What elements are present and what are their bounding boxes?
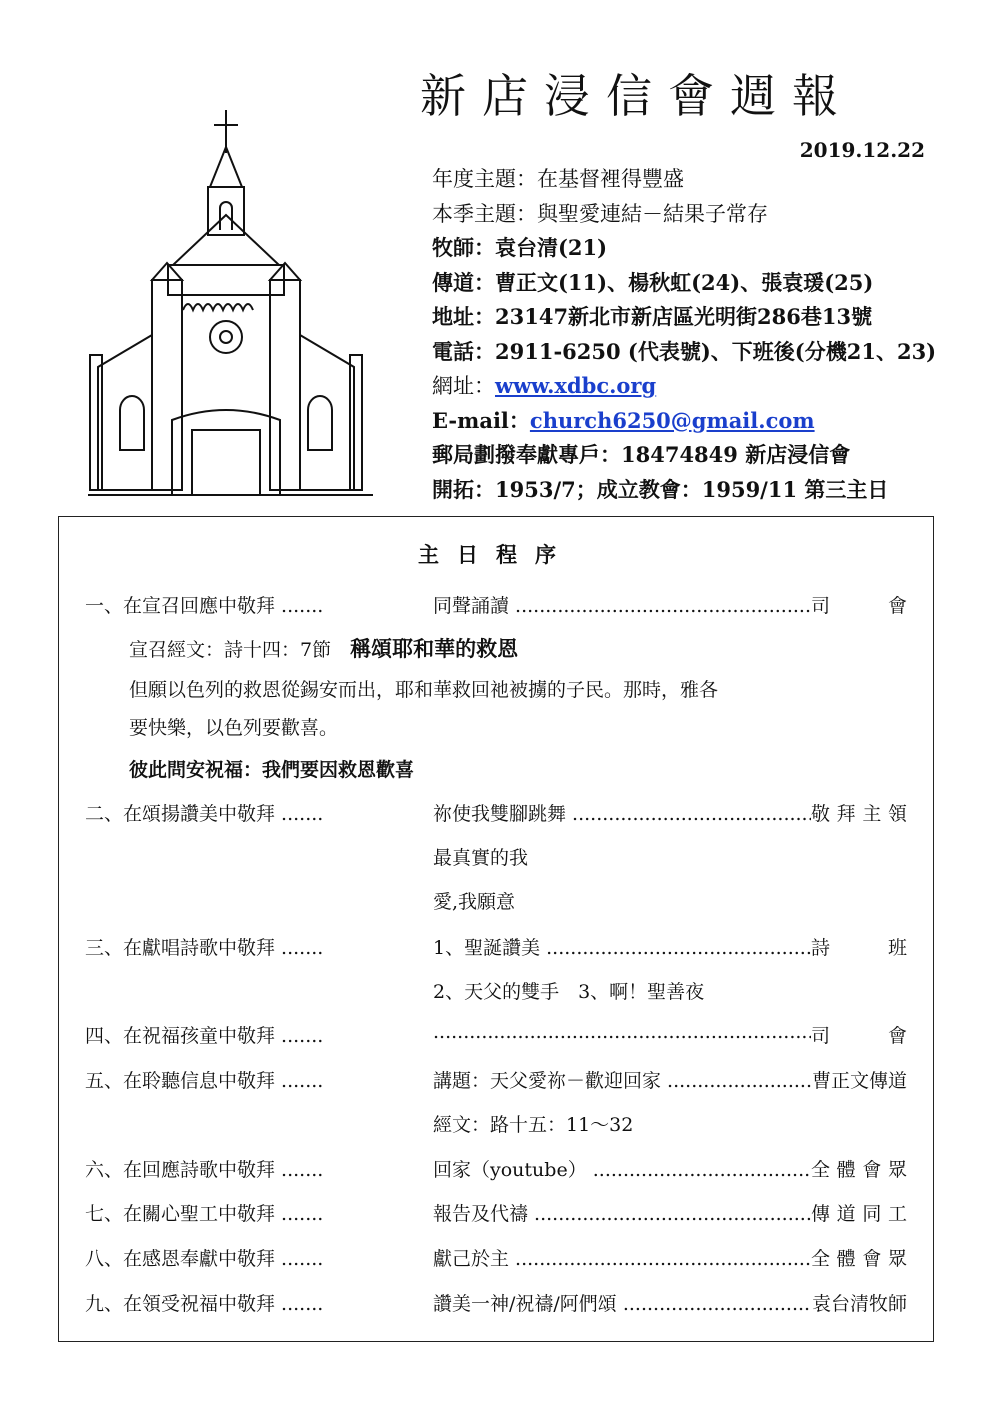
pastor-line: 牧師：袁台清(21) — [432, 235, 608, 260]
founded-line: 開拓：1953/7；成立教會：1959/11 第三主日 — [432, 476, 889, 502]
choir-extra: 2、天父的雙手 3、啊！聖善夜 — [433, 981, 705, 1003]
bulletin-date: 2019.12.22 — [799, 138, 925, 162]
program-row — [85, 1155, 907, 1185]
program-item: 祢使我雙腳跳舞 — [433, 803, 567, 825]
program-leader: 曹正文傳道 — [811, 1066, 907, 1093]
call-verse: 宣召經文：詩十四：7節 — [129, 639, 332, 661]
bulletin-title: 新店浸信會週報 — [420, 69, 854, 123]
program-step: 八、在感恩奉獻中敬拜 — [85, 1248, 276, 1270]
program-step: 六、在回應詩歌中敬拜 — [85, 1159, 276, 1181]
program-leader: 司 會 — [811, 591, 907, 618]
postal-line: 郵局劃撥奉獻專戶：18474849 新店浸信會 — [432, 442, 851, 467]
program-step: 三、在獻唱詩歌中敬拜 — [85, 937, 276, 959]
program-leader: 全體會眾 — [811, 1244, 907, 1271]
season-theme: 本季主題：與聖愛連結－結果子常存 — [432, 201, 768, 226]
program-row — [85, 1066, 907, 1096]
scripture-line: 但願以色列的救恩從錫安而出，耶和華救回祂被擄的子民。那時，雅各 — [129, 679, 719, 701]
program-leader: 詩 班 — [811, 933, 907, 960]
program-leader: 司 會 — [811, 1021, 907, 1048]
song-extra: 愛,我願意 — [433, 891, 516, 913]
program-row — [85, 1199, 907, 1229]
program-item: 讚美一神/祝禱/阿們頌 — [433, 1293, 617, 1315]
program-leader: 袁台清牧師 — [811, 1289, 907, 1316]
program-item: 獻己於主 — [433, 1248, 510, 1270]
website-line — [432, 369, 936, 404]
program-step: 二、在頌揚讚美中敬拜 — [85, 803, 276, 825]
program-box — [58, 516, 934, 1342]
song-extra: 最真實的我 — [433, 847, 529, 869]
program-row — [85, 933, 907, 963]
phone-line: 電話：2911-6250 (代表號)、下班後(分機21、23) — [432, 338, 937, 364]
program-step: 七、在關心聖工中敬拜 — [85, 1203, 276, 1225]
program-title: 主日程序 — [418, 542, 574, 567]
program-row — [85, 799, 907, 829]
program-row — [85, 1244, 907, 1274]
address-line: 地址：23147新北市新店區光明街286巷13號 — [432, 304, 873, 329]
program-item: 講題：天父愛祢－歡迎回家 — [433, 1070, 662, 1092]
program-step: 五、在聆聽信息中敬拜 — [85, 1070, 276, 1092]
program-leader: 敬拜主領 — [811, 799, 907, 826]
website-link[interactable]: www.xdbc.org — [495, 373, 657, 398]
scripture-line: 要快樂，以色列要歡喜。 — [129, 717, 339, 739]
program-leader: 傳道同工 — [811, 1199, 907, 1226]
email-label: E-mail： — [432, 407, 530, 433]
program-item: 同聲誦讀 — [433, 595, 510, 617]
program-item: 1、聖誕讚美 — [433, 937, 541, 959]
greeting-line: 彼此問安祝福：我們要因救恩歡喜 — [129, 759, 415, 781]
call-title: 稱頌耶和華的救恩 — [350, 636, 519, 661]
church-info — [432, 162, 936, 507]
program-leader: 全體會眾 — [811, 1155, 907, 1182]
preachers-line: 傳道：曹正文(11)、楊秋虹(24)、張袁瑗(25) — [432, 269, 874, 295]
program-row — [85, 1021, 907, 1051]
program-item: 回家（youtube） — [433, 1159, 587, 1181]
sermon-text: 經文：路十五：11～32 — [433, 1114, 634, 1136]
church-illustration — [88, 105, 388, 505]
program-item: 報告及代禱 — [433, 1203, 529, 1225]
program-step: 四、在祝福孩童中敬拜 — [85, 1025, 276, 1047]
year-theme: 年度主題：在基督裡得豐盛 — [432, 167, 684, 191]
email-link[interactable]: church6250@gmail.com — [529, 407, 815, 433]
program-step: 一、在宣召回應中敬拜 — [85, 595, 276, 617]
website-label: 網址： — [432, 374, 495, 398]
program-row — [85, 591, 907, 621]
program-row — [85, 1289, 907, 1319]
program-step: 九、在領受祝福中敬拜 — [85, 1293, 276, 1315]
email-line — [432, 404, 936, 439]
